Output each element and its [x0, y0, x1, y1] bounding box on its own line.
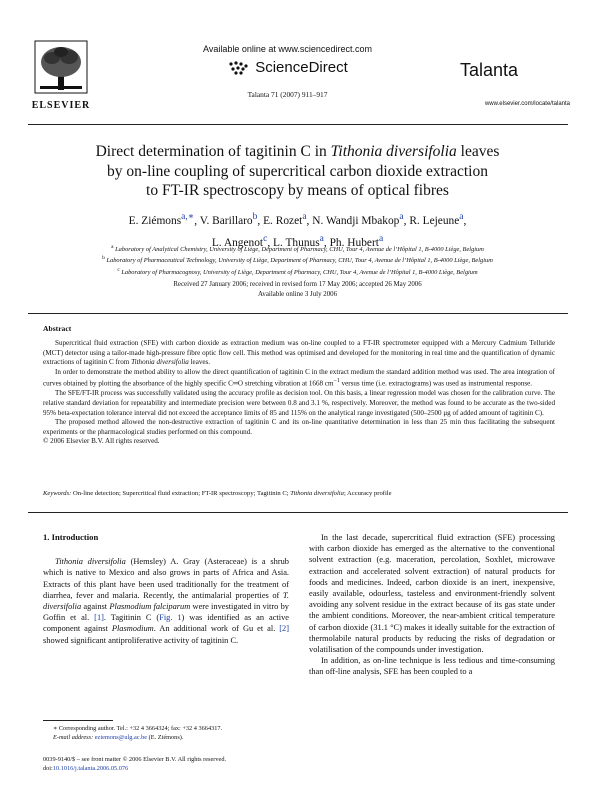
author: L. Angenot — [211, 236, 264, 249]
email-link[interactable]: eziemons@ulg.ac.be — [94, 733, 148, 741]
online-date: Available online 3 July 2006 — [257, 290, 338, 298]
header-rule — [28, 124, 568, 125]
copyright: © 2006 Elsevier B.V. All rights reserved. — [43, 437, 160, 446]
journal-brand — [460, 60, 570, 107]
publisher-name: ELSEVIER — [31, 100, 91, 111]
journal-reference: Talanta 71 (2007) 911–917 — [247, 90, 328, 99]
abstract-body — [43, 339, 555, 447]
doi-link[interactable]: 10.1016/j.talanta.2006.05.076 — [52, 764, 129, 772]
title-line1-post: leaves — [456, 143, 500, 160]
abstract-paragraph: The SFE/FT-IR process was successfully validated using the accuracy profile as decision tool. On this basis, a linear regression model was chosen for the calibration curve. The relative standard deviation for repeatability and intermediate precision were between 0.8 and 3.1 %, respectively. Moreover, the method was found to be accurate as the two-sided 95% beta-expectation tolerance interval did not exceed the acceptance limits of 85 and 115% on the analytical range investigated (500–2500 μg of added amount of tagitinin C). — [43, 389, 555, 417]
title-line2: by on-line coupling of supercritical carbon dioxide extraction — [107, 162, 488, 180]
author: E. Rozet — [263, 214, 303, 227]
author-affil-sup[interactable]: a — [302, 212, 307, 222]
abstract-heading: Abstract — [43, 324, 72, 333]
affiliations — [40, 243, 555, 277]
title-line1-pre: Direct determination of tagitinin C in — [95, 143, 331, 160]
footnote — [43, 720, 289, 743]
journal-header — [0, 0, 595, 125]
abstract-top-rule — [28, 313, 568, 314]
author-affil-sup[interactable]: a — [319, 233, 324, 244]
issn-line: 0039-9140/$ – see front matter © 2006 Elsevier B.V. All rights reserved. — [43, 756, 227, 763]
author-affil-sup[interactable]: a — [399, 212, 404, 222]
author-affil-sup[interactable]: a — [459, 212, 464, 222]
keywords-label: Keywords: — [43, 490, 72, 497]
affiliation-item: $^a$ Laboratory of Analytical Chemistry, University of Liège, Department of Pharmacy, CHU, Tour 4, Avenue de l’Hôpital 1, B-4000 Liège, Belgium — [111, 244, 484, 254]
article-title — [40, 142, 555, 201]
left-column — [43, 532, 289, 646]
author: R. Lejeune — [409, 214, 460, 227]
journal-name: Talanta — [460, 60, 519, 80]
right-column — [309, 532, 555, 678]
keywords: Keywords: On-line detection; Supercritical fluid extraction; FT-IR spectroscopy; Tagitinin C; Tithonia diversifolia; Accuracy profile — [43, 490, 392, 497]
author: Ph. Hubert — [329, 236, 379, 249]
received-dates: Received 27 January 2006; received in revised form 17 May 2006; accepted 26 May 2006 — [173, 281, 422, 288]
available-online[interactable]: Available online at www.sciencedirect.com — [203, 44, 372, 54]
doi-line: doi:10.1016/j.talanta.2006.05.076 — [43, 764, 129, 772]
affiliation-item: $^c$ Laboratory of Pharmacognosy, University of Liège, Department of Pharmacy, CHU, Tour 4, Avenue de l’Hôpital 1, B-4000 Liège, Belgium — [117, 266, 478, 276]
author-affil-sup[interactable]: a — [378, 233, 384, 244]
abstract-paragraph: The proposed method allowed the non-destructive extraction of tagitinin C and its on-line quantitative determination in less than 25 min thus facilitating the subsequent experiments or the pharmacological studies performed on this compound. — [43, 418, 555, 436]
abstract-paragraph: In order to demonstrate the method ability to allow the direct quantification of tagitinin C in the extract medium the standard addition method was used. The area integration of curves obtained by plotting the absorbance of the highly specific C═O stretching vibration at 1668 $cm^{-1}$ versus time (i.e. extractograms) was used as instrumental response. — [43, 367, 555, 388]
author-affil-sup[interactable]: a,∗ — [181, 212, 195, 222]
author-affil-sup[interactable]: c — [263, 233, 268, 244]
title-species: Tithonia diversifolia — [330, 143, 457, 160]
sciencedirect-dots-icon — [227, 60, 249, 76]
author: E. Ziémons — [128, 214, 182, 227]
issn-block — [43, 756, 289, 774]
corresponding-author: ∗ Corresponding author. Tel.: +32 4 3664324; fax: +32 4 3664317. — [53, 725, 223, 732]
author-affil-sup[interactable]: b — [252, 212, 258, 222]
body-paragraph: In addition, as on-line technique is less tedious and time-consuming than off-line analysis, SFE has been coupled to a — [309, 656, 555, 677]
body-paragraph: In the last decade, supercritical fluid extraction (SFE) processing with carbon dioxide has emerged as the alternative to the conventional solvent extraction (e.g. maceration, percolation, Soxhlet, microwave extraction and accelerated solvent extraction) of natural products for foods and medicines. Indeed, carbon dioxide is an inert, inexpensive, easily available, odourless, tasteless and environment-friendly solvent avoiding any solvent residue in the extract because of its gas state under the ambient conditions. Moreover, the near-ambient critical temperature of carbon dioxide (31.1 °C) makes it ideally suitable for the extraction of thermolabile natural products by reducing the risks of degradation or volatilisation of the compounds under investigation. — [309, 533, 555, 655]
abstract-bottom-rule — [28, 512, 568, 513]
intro-paragraph: Tithonia diversifolia (Hemsley) A. Gray (Asteraceae) is a shrub which is native to Mexico and also grows in parts of Africa and Asia. Extracts of this plant have been used traditionally for the treatment of diarrhea, fever and malaria. Recently, the antimalarial properties of T. diversifolia against Plasmodium falciparum were investigated in vitro by Goffin et al. [1]. Tagitinin C (Fig. 1) was identified as an active component against Plasmodium. An additional work of Gu et al. [2] showed significant antiproliferative activity of tagitinin C. — [43, 557, 289, 645]
title-line3: to FT-IR spectroscopy by means of optical fibres — [146, 182, 449, 199]
elsevier-logo — [30, 40, 92, 111]
email-line: E-mail address: eziemons@ulg.ac.be (E. Ziémons). — [53, 733, 184, 741]
abstract-paragraph: Supercritical fluid extraction (SFE) with carbon dioxide as extraction medium was on-line coupled to a FT-IR spectrometer equipped with a Mercury Cadmium Telluride (MCT) detector using a tailor-made high-pressure fibre optic flow cell. This method was optimised and developed for the monitoring in real time and the quantification of dynamic extractions of tagitinin C from Tithonia diversifolia leaves. — [43, 339, 555, 367]
section-heading: 1. Introduction — [43, 532, 99, 542]
figure-link[interactable]: Fig. 1 — [159, 613, 182, 623]
journal-url[interactable]: www.elsevier.com/locate/talanta — [484, 101, 570, 107]
sciencedirect-block — [165, 44, 410, 99]
reference-link[interactable]: [1] — [94, 613, 104, 623]
sciencedirect-logo — [165, 59, 410, 76]
author: N. Wandji Mbakop — [312, 214, 400, 227]
elsevier-tree-icon — [34, 40, 88, 94]
footnote-rule — [43, 720, 113, 721]
author: V. Barillaro — [199, 214, 253, 227]
sciencedirect-wordmark: ScienceDirect — [255, 59, 348, 76]
affiliation-item: $^b$ Laboratory of Pharmaceutical Technology, University of Liège, Department of Pharmacy, CHU, Tour 4, Avenue de l’Hôpital 1, B-4000 Liège, Belgium — [102, 255, 493, 265]
author-list: E. Ziémons$^{a,∗}$, V. Barillaro$^b$, E. Rozet$^a$, N. Wandji Mbakop$^a$, R. Lejeune$^a$, L. Angenot$^c$, L. Thunus$^a$, Ph. Hubert$^a$ — [128, 212, 467, 249]
reference-link[interactable]: [2] — [279, 624, 289, 634]
article-dates — [40, 280, 555, 299]
author: L. Thunus — [273, 236, 320, 249]
